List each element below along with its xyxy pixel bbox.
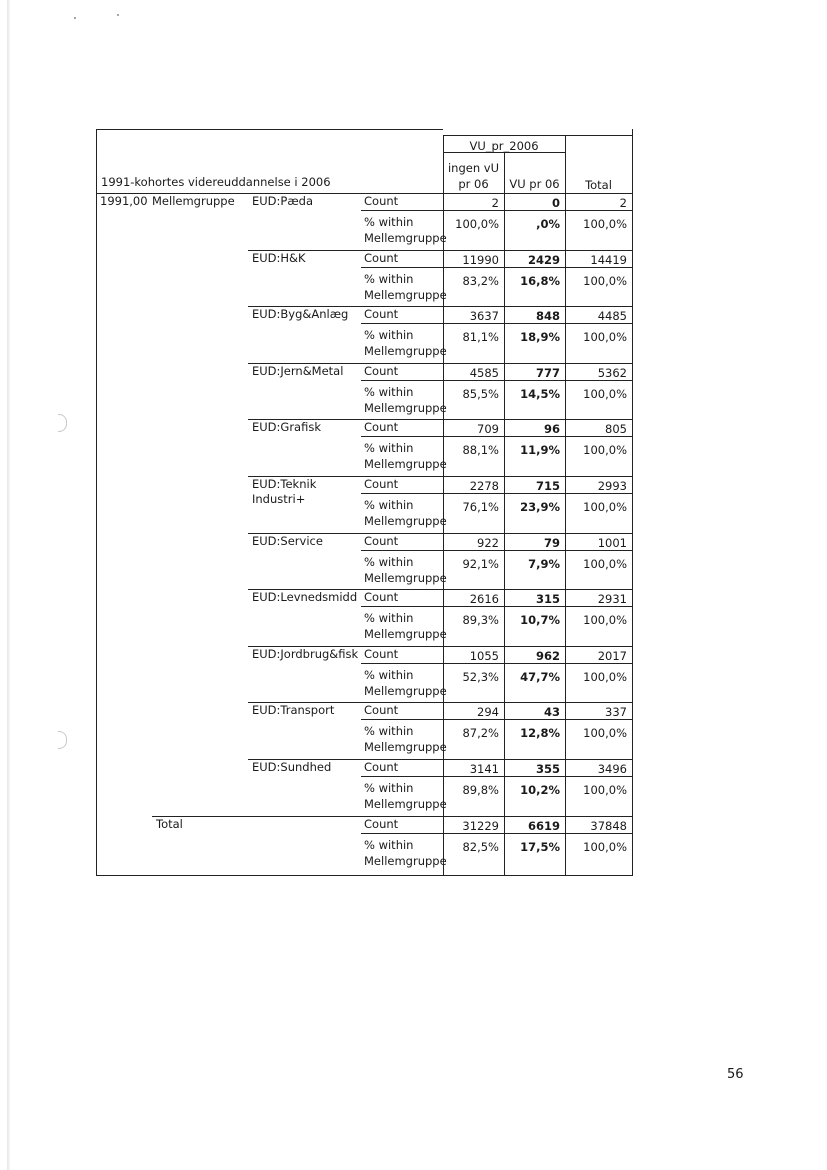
count-row-separator <box>361 719 632 720</box>
page-number: 56 <box>727 1067 744 1082</box>
percent-vu-cell: 10,7% <box>520 613 560 628</box>
count-total-cell: 337 <box>605 705 627 720</box>
count-vu-cell: 79 <box>543 535 560 550</box>
percent-total-cell: 100,0% <box>583 669 627 684</box>
count-label: Count <box>364 646 399 661</box>
edu-category-label: EUD:Byg&Anlæg <box>252 307 349 322</box>
col-header-vu: VU pr 06 <box>509 177 560 191</box>
percent-total-cell: 100,0% <box>583 783 627 797</box>
percent-ingen-cell: 82,5% <box>462 839 499 854</box>
count-label: Count <box>364 703 399 718</box>
variable-header: VU_pr_2006 <box>469 139 539 153</box>
col-header-ingen-1: ingen vU <box>447 161 500 175</box>
percent-total-cell: 100,0% <box>583 726 627 741</box>
percent-ingen-cell: 89,3% <box>462 613 499 628</box>
count-row-separator <box>361 210 632 211</box>
count-ingen-cell: 922 <box>477 535 499 550</box>
percent-total-cell: 100,0% <box>583 330 627 345</box>
count-total-cell: 3496 <box>597 762 627 776</box>
group-label: Mellemgruppe <box>152 194 235 208</box>
count-total-cell: 14419 <box>590 252 627 267</box>
percent-label: % within <box>364 498 414 512</box>
percent-ingen-cell: 100,0% <box>455 217 499 231</box>
count-vu-cell: 962 <box>535 648 560 663</box>
percent-total-cell: 100,0% <box>583 556 627 571</box>
percent-ingen-cell: 88,1% <box>462 443 499 458</box>
percent-label-2: Mellemgruppe <box>364 400 447 415</box>
count-total-cell: 2993 <box>597 479 627 493</box>
percent-ingen-cell: 76,1% <box>462 500 499 514</box>
percent-total-cell: 100,0% <box>583 613 627 628</box>
percent-total-cell: 100,0% <box>583 217 627 231</box>
count-total-cell: 37848 <box>590 818 627 833</box>
edu-category-label: EUD:Transport <box>252 703 335 718</box>
edu-category-label: EUD:Pæda <box>252 194 313 208</box>
count-vu-cell: 848 <box>535 309 560 324</box>
percent-label: % within <box>364 441 414 456</box>
percent-label-2: Mellemgruppe <box>364 740 447 755</box>
count-total-cell: 4485 <box>597 309 627 324</box>
percent-ingen-cell: 92,1% <box>462 556 499 571</box>
count-total-cell: 2 <box>619 196 627 210</box>
count-vu-cell: 0 <box>551 196 560 210</box>
percent-label-2: Mellemgruppe <box>364 683 447 698</box>
percent-label: % within <box>364 667 414 682</box>
percent-vu-cell: 12,8% <box>520 726 560 741</box>
count-ingen-cell: 1055 <box>469 648 499 663</box>
count-ingen-cell: 3141 <box>469 762 499 776</box>
percent-label-2: Mellemgruppe <box>364 231 447 245</box>
percent-label: % within <box>364 611 414 626</box>
count-label: Count <box>364 420 399 435</box>
count-row-separator <box>361 380 632 381</box>
count-vu-cell: 96 <box>543 422 560 437</box>
percent-label-2: Mellemgruppe <box>364 627 447 642</box>
percent-label: % within <box>364 215 414 229</box>
percent-label-2: Mellemgruppe <box>364 570 447 585</box>
count-ingen-cell: 4585 <box>469 365 499 380</box>
count-vu-cell: 715 <box>535 479 560 493</box>
percent-label-2: Mellemgruppe <box>364 457 447 472</box>
count-vu-cell: 777 <box>535 365 560 380</box>
count-total-cell: 2931 <box>597 592 627 607</box>
percent-total-cell: 100,0% <box>583 273 627 288</box>
count-label: Count <box>364 816 399 831</box>
percent-ingen-cell: 85,5% <box>462 386 499 401</box>
percent-vu-cell: 16,8% <box>520 273 560 288</box>
percent-vu-cell: 10,2% <box>520 783 560 797</box>
count-row-separator <box>361 550 632 551</box>
edu-category-label: EUD:Service <box>252 533 323 548</box>
count-label: Count <box>364 533 399 548</box>
scan-speck <box>117 14 119 16</box>
count-total-cell: 2017 <box>597 648 627 663</box>
count-vu-cell: 2429 <box>527 252 560 267</box>
percent-label: % within <box>364 554 414 569</box>
count-ingen-cell: 31229 <box>462 818 499 833</box>
edu-category-label: EUD:Teknik <box>252 477 317 491</box>
edu-category-label: EUD:Sundhed <box>252 760 332 774</box>
count-vu-cell: 315 <box>535 592 560 607</box>
count-ingen-cell: 2 <box>491 196 499 210</box>
count-total-cell: 805 <box>605 422 627 437</box>
punch-hole-mark <box>58 731 67 749</box>
percent-label-2: Mellemgruppe <box>364 514 447 528</box>
percent-total-cell: 100,0% <box>583 500 627 514</box>
count-row-separator <box>361 663 632 664</box>
table-top-border <box>97 129 443 130</box>
count-vu-cell: 355 <box>535 762 560 776</box>
edu-category-label: EUD:Levnedsmidd <box>252 590 358 605</box>
count-label: Count <box>364 250 399 265</box>
percent-vu-cell: 14,5% <box>520 386 560 401</box>
count-row-separator <box>361 776 632 777</box>
percent-label-2: Mellemgruppe <box>364 287 447 302</box>
edu-category-label: EUD:Jern&Metal <box>252 363 344 378</box>
count-vu-cell: 43 <box>543 705 560 720</box>
percent-label-2: Mellemgruppe <box>364 853 447 868</box>
page-edge <box>7 0 10 1170</box>
header-top-border <box>443 135 632 136</box>
percent-vu-cell: 47,7% <box>520 669 560 684</box>
edu-category-label-2: Industri+ <box>252 492 306 506</box>
percent-ingen-cell: 83,2% <box>462 273 499 288</box>
count-row-separator <box>361 493 632 494</box>
count-label: Count <box>364 477 399 491</box>
count-vu-cell: 6619 <box>527 818 560 833</box>
percent-label: % within <box>364 781 414 795</box>
count-row-separator <box>361 606 632 607</box>
count-ingen-cell: 2278 <box>469 479 499 493</box>
percent-total-cell: 100,0% <box>583 386 627 401</box>
percent-label: % within <box>364 328 414 343</box>
percent-vu-cell: 18,9% <box>520 330 560 345</box>
count-row-separator <box>361 323 632 324</box>
percent-label: % within <box>364 271 414 286</box>
count-label: Count <box>364 307 399 322</box>
punch-hole-mark <box>58 414 67 432</box>
count-total-cell: 1001 <box>597 535 627 550</box>
count-label: Count <box>364 760 399 774</box>
percent-label-2: Mellemgruppe <box>364 797 447 811</box>
cohort-label: 1991,00 <box>100 194 148 208</box>
col-header-ingen-2: pr 06 <box>458 177 489 191</box>
percent-ingen-cell: 89,8% <box>462 783 499 797</box>
percent-label: % within <box>364 384 414 399</box>
percent-ingen-cell: 87,2% <box>462 726 499 741</box>
count-label: Count <box>364 363 399 378</box>
count-label: Count <box>364 194 399 208</box>
percent-vu-cell: 7,9% <box>528 556 560 571</box>
scan-speck <box>74 17 76 19</box>
percent-label: % within <box>364 724 414 739</box>
count-row-separator <box>361 267 632 268</box>
edu-category-label: EUD:H&K <box>252 250 306 265</box>
percent-vu-cell: 23,9% <box>520 500 560 514</box>
count-row-separator <box>361 833 632 834</box>
edu-category-label: EUD:Grafisk <box>252 420 321 435</box>
table-title: 1991-kohortes videreuddannelse i 2006 <box>101 175 331 189</box>
crosstab-table <box>96 129 633 876</box>
percent-total-cell: 100,0% <box>583 443 627 458</box>
percent-ingen-cell: 52,3% <box>462 669 499 684</box>
count-row-separator <box>361 436 632 437</box>
col-header-total: Total <box>585 178 612 192</box>
count-ingen-cell: 709 <box>477 422 499 437</box>
edu-category-label: EUD:Jordbrug&fisk <box>252 646 359 661</box>
count-ingen-cell: 11990 <box>462 252 499 267</box>
percent-ingen-cell: 81,1% <box>462 330 499 345</box>
count-ingen-cell: 3637 <box>469 309 499 324</box>
percent-vu-cell: 11,9% <box>520 443 560 458</box>
count-ingen-cell: 294 <box>477 705 499 720</box>
count-label: Count <box>364 590 399 605</box>
percent-vu-cell: 17,5% <box>520 839 560 854</box>
total-label: Total <box>156 816 183 831</box>
percent-label: % within <box>364 837 414 852</box>
count-ingen-cell: 2616 <box>469 592 499 607</box>
percent-vu-cell: ,0% <box>536 217 560 231</box>
count-total-cell: 5362 <box>597 365 627 380</box>
percent-total-cell: 100,0% <box>583 839 627 854</box>
percent-label-2: Mellemgruppe <box>364 344 447 359</box>
